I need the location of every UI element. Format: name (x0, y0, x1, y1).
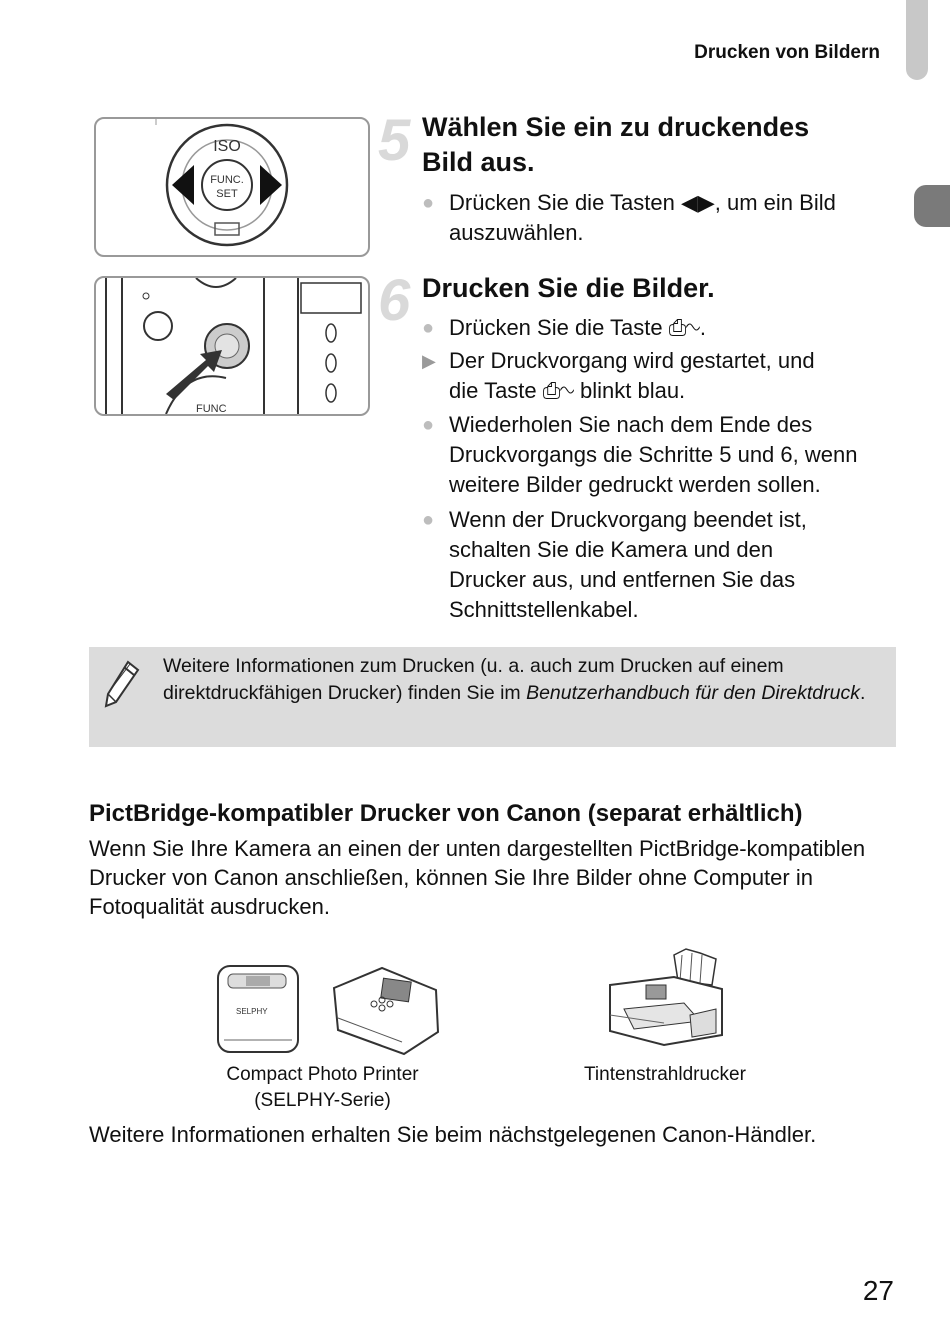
inkjet-printer-image (604, 945, 724, 1060)
note-manual-link: Benutzerhandbuch für den Direktdruck (526, 682, 860, 704)
control-dial-illustration (94, 117, 370, 257)
note-text-plain: Weitere Informationen zum Drucken (u. a. auch zum Drucken auf einem direktdruckfähigen Drucker) finden Sie im (163, 655, 784, 704)
step-6-bullet-4-text: Wenn der Druckvorgang beendet ist, schalten Sie die Kamera und den Drucker aus, und entfernen Sie das Schnittstellenkabel. (449, 507, 807, 622)
section-body: Wenn Sie Ihre Kamera an einen der unten dargestellten PictBridge-kompatiblen Drucker von Canon anschließen, können Sie Ihre Bilder ohne Computer in Fotoqualität ausdrucken. (89, 836, 866, 919)
illus-label-func-6: FUNC (196, 403, 227, 414)
section-title: PictBridge-kompatibler Drucker von Canon (separat erhältlich) (89, 800, 803, 827)
bullet-circle-icon: ● (422, 509, 435, 531)
bullet-arrow-icon: ▶ (422, 351, 436, 371)
compact-printer-caption-line1: Compact Photo Printer (226, 1064, 419, 1085)
illus-label-iso: ISO (213, 138, 241, 155)
inkjet-printer-caption: Tintenstrahldrucker (584, 1064, 746, 1085)
bullet-circle-icon: ● (422, 192, 435, 214)
step-6-bullet-3 (422, 410, 894, 500)
illus-label-set: SET (216, 188, 238, 200)
print-button-illustration (94, 276, 370, 416)
chapter-tab-top (906, 0, 928, 80)
step-5-title (422, 110, 809, 180)
step-6-bullet-4 (422, 505, 824, 625)
step-5-number: 5 (378, 108, 411, 173)
step-5-title-line2: Bild aus. (422, 147, 535, 177)
step-5-bullet-text: Drücken Sie die Tasten ◀▶, um ein Bild auszuwählen. (449, 190, 836, 245)
step-6-bullet-2 (422, 346, 819, 406)
step-6-bullet-1-text: Drücken Sie die Taste ⎙∿. (449, 315, 706, 340)
footer-text: Weitere Informationen erhalten Sie beim nächstgelegenen Canon-Händler. (89, 1122, 817, 1147)
compact-printer-caption-line2: (SELPHY-Serie) (254, 1090, 391, 1111)
step-5-bullet (422, 188, 849, 248)
selphy-printer-image (214, 958, 444, 1063)
step-6-bullet-1 (422, 313, 894, 343)
page-header-title: Drucken von Bildern (694, 42, 880, 63)
bullet-circle-icon: ● (422, 317, 435, 339)
step-6-number: 6 (378, 268, 411, 333)
note-text (163, 653, 883, 707)
illus-label-func: FUNC. (210, 174, 244, 186)
compact-printer-caption (200, 1062, 445, 1114)
selphy-brand-label: SELPHY (236, 1007, 268, 1016)
note-text-end: . (859, 682, 866, 704)
step-6-bullet-3-text: Wiederholen Sie nach dem Ende des Druckvorgangs die Schritte 5 und 6, wenn weitere Bilder gedruckt werden sollen. (449, 412, 858, 497)
step-6-title: Drucken Sie die Bilder. (422, 273, 715, 303)
page-number: 27 (862, 1275, 894, 1306)
chapter-tab-marker (914, 185, 950, 227)
step-6-bullet-2-text: Der Druckvorgang wird gestartet, und die Taste ⎙∿ blinkt blau. (449, 348, 815, 403)
bullet-circle-icon: ● (422, 414, 435, 436)
pencil-icon (102, 658, 142, 715)
step-5-title-line1: Wählen Sie ein zu druckendes (422, 112, 810, 142)
